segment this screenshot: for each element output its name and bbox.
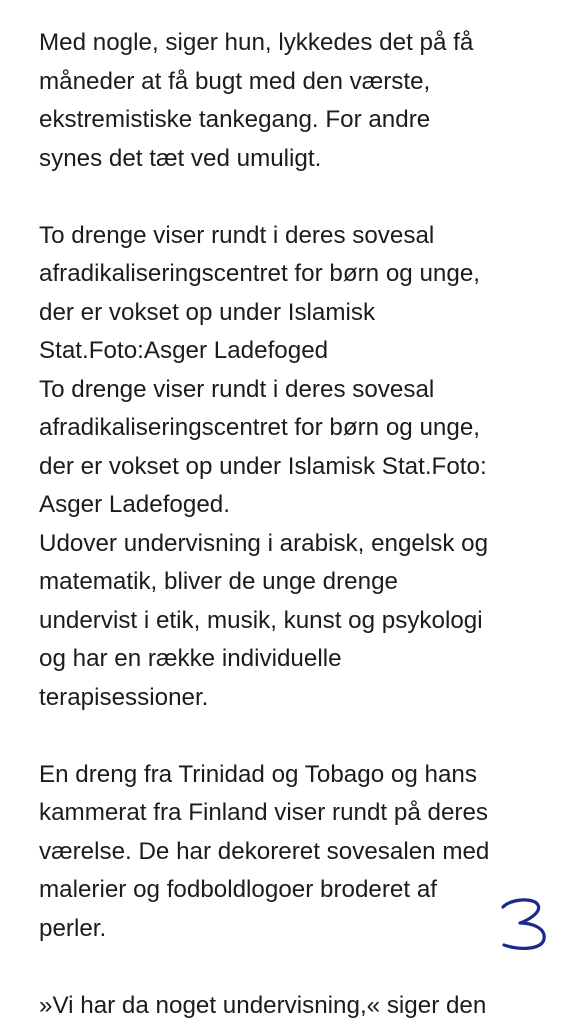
text-line: Med nogle, siger hun, lykkedes det på få <box>39 24 569 63</box>
paragraph-spacer <box>39 948 569 987</box>
text-line: Asger Ladefoged. <box>39 486 569 525</box>
text-line: der er vokset op under Islamisk <box>39 294 569 333</box>
text-line: »Vi har da noget undervisning,« siger den <box>39 987 569 1025</box>
text-line: synes det tæt ved umuligt. <box>39 140 569 179</box>
text-line: malerier og fodboldlogoer broderet af <box>39 871 569 910</box>
text-line: terapisessioner. <box>39 679 569 718</box>
text-line: To drenge viser rundt i deres sovesal <box>39 217 569 256</box>
text-line: undervist i etik, musik, kunst og psykologi <box>39 602 569 641</box>
text-line: Stat.Foto:Asger Ladefoged <box>39 332 569 371</box>
text-line: To drenge viser rundt i deres sovesal <box>39 371 569 410</box>
text-line: En dreng fra Trinidad og Tobago og hans <box>39 756 569 795</box>
text-line: matematik, bliver de unge drenge <box>39 563 569 602</box>
paragraph-2 <box>39 525 569 718</box>
text-line: afradikaliseringscentret for børn og unge, <box>39 409 569 448</box>
paragraph-spacer <box>39 178 569 217</box>
text-line: måneder at få bugt med den værste, <box>39 63 569 102</box>
text-line: kammerat fra Finland viser rundt på deres <box>39 794 569 833</box>
paragraph-3 <box>39 756 569 949</box>
text-line: ekstremistiske tankegang. For andre <box>39 101 569 140</box>
text-line: og har en række individuelle <box>39 640 569 679</box>
paragraph-spacer <box>39 717 569 756</box>
text-line: afradikaliseringscentret for børn og unge, <box>39 255 569 294</box>
article-body <box>39 24 569 1025</box>
text-line: perler. <box>39 910 569 949</box>
photo-caption-2 <box>39 371 569 525</box>
text-line: der er vokset op under Islamisk Stat.Foto: <box>39 448 569 487</box>
handwritten-page-number <box>496 895 550 955</box>
paragraph-4 <box>39 987 569 1025</box>
text-line: værelse. De har dekoreret sovesalen med <box>39 833 569 872</box>
handwritten-three-icon <box>496 895 550 955</box>
text-line: Udover undervisning i arabisk, engelsk og <box>39 525 569 564</box>
paragraph-1 <box>39 24 569 178</box>
photo-caption-1 <box>39 217 569 371</box>
